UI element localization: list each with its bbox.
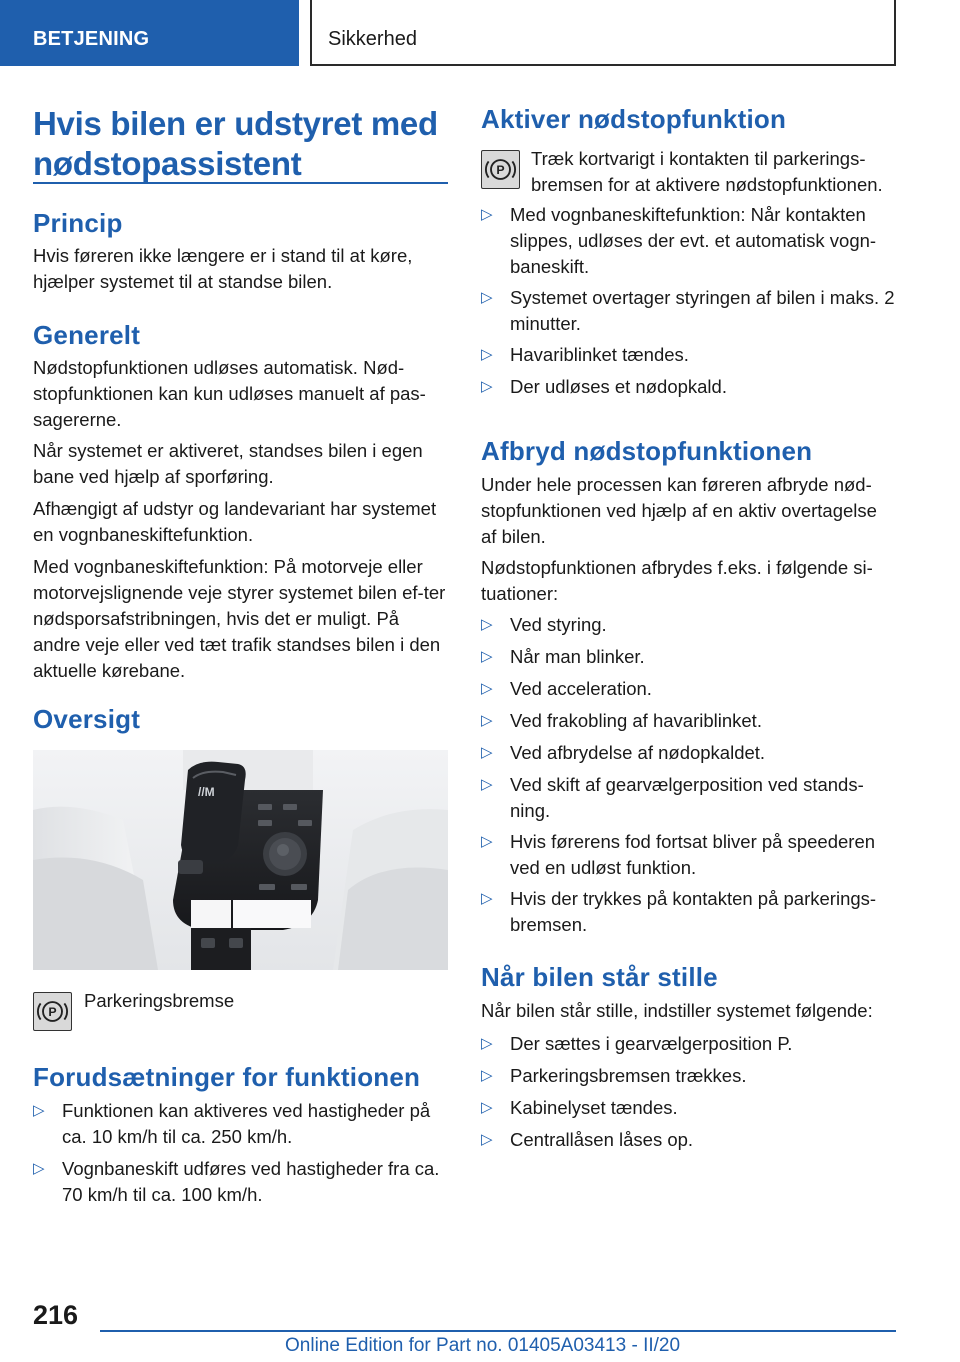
list-item — [481, 612, 896, 638]
list-item-text: Centrallåsen låses op. — [510, 1129, 694, 1150]
bullet-triangle-icon: ▷ — [481, 346, 493, 363]
list-item — [481, 676, 896, 702]
list-item-text: Med vognbaneskiftefunktion: Når kontakten slippes, udløses der evt. et automatisk vogn-baneskift. — [510, 204, 877, 277]
princip-text: Hvis føreren ikke længere er i stand til at køre, hjælper systemet til at standse bilen. — [33, 245, 413, 292]
list-item — [481, 285, 896, 337]
afbryd-paragraph-2: Nødstopfunktionen afbrydes f.eks. i følgende si-tuationer: — [481, 557, 873, 604]
bullet-triangle-icon: ▷ — [481, 1067, 493, 1084]
bullet-triangle-icon: ▷ — [481, 1131, 493, 1148]
section-label: BETJENING — [33, 28, 150, 50]
list-item — [481, 829, 896, 881]
bullet-triangle-icon: ▷ — [33, 1102, 45, 1119]
page-number: 216 — [33, 1300, 79, 1330]
list-item — [481, 1031, 896, 1057]
bullet-triangle-icon: ▷ — [481, 680, 493, 697]
afbryd-paragraph-1: Under hele processen kan føreren afbryde nød-stopfunktionen ved hjælp af en aktiv overtagelse af bilen. — [481, 474, 877, 547]
bullet-triangle-icon: ▷ — [481, 616, 493, 633]
list-item-text: Ved frakobling af havariblinket. — [510, 710, 762, 731]
list-item-text: Der sættes i gearvælgerposition P. — [510, 1033, 793, 1054]
section-tab — [0, 0, 299, 66]
list-item — [33, 1156, 448, 1208]
heading-princip: Princip — [33, 208, 123, 238]
list-item-text: Hvis der trykkes på kontakten på parkerings-bremsen. — [510, 888, 877, 935]
list-item — [481, 740, 896, 766]
chapter-tab — [310, 0, 896, 66]
svg-text:P: P — [496, 163, 505, 178]
list-item-text: Systemet overtager styringen af bilen i maks. 2 minutter. — [510, 287, 895, 334]
chapter-label: Sikkerhed — [328, 28, 417, 50]
footer-divider — [100, 1330, 896, 1332]
bullet-triangle-icon: ▷ — [481, 1035, 493, 1052]
bullet-triangle-icon: ▷ — [481, 289, 493, 306]
list-item — [481, 342, 896, 368]
bullet-triangle-icon: ▷ — [481, 744, 493, 761]
list-item-text: Der udløses et nødopkald. — [510, 376, 727, 397]
list-item — [481, 374, 896, 400]
bullet-triangle-icon: ▷ — [481, 648, 493, 665]
stille-paragraph: Når bilen står stille, indstiller systemet følgende: — [481, 1000, 873, 1021]
page-title: Hvis bilen er udstyret med nødstopassistent — [33, 105, 438, 182]
list-item-text: Hvis førerens fod fortsat bliver på speederen ved en udløst funktion. — [510, 831, 876, 878]
list-item — [481, 708, 896, 734]
generelt-paragraph-1: Nødstopfunktionen udløses automatisk. Nød-stopfunktionen kan kun udløses manuelt af pas-sagererne. — [33, 357, 426, 430]
list-item — [481, 644, 896, 670]
generelt-paragraph-4: Med vognbaneskiftefunktion: På motorveje eller motorvejslignende veje styrer systemet bilen ef-ter nødsporsafstribningen, hvis det er muligt. På andre veje eller ved tæt trafik standses bilen i den aktuelle kørebane. — [33, 556, 446, 681]
heading-oversigt: Oversigt — [33, 704, 141, 734]
bullet-triangle-icon: ▷ — [481, 776, 493, 793]
list-item — [481, 202, 896, 280]
aktiver-instruction: Træk kortvarigt i kontakten til parkerings-bremsen for at aktivere nødstopfunktionen. — [531, 148, 883, 195]
list-item-text: Ved skift af gearvælgerposition ved stands-ning. — [510, 774, 864, 821]
list-item-text: Ved styring. — [510, 614, 607, 635]
list-item — [481, 1095, 896, 1121]
bullet-triangle-icon: ▷ — [481, 833, 493, 850]
title-divider — [33, 182, 448, 184]
heading-generelt: Generelt — [33, 320, 141, 350]
bullet-triangle-icon: ▷ — [481, 206, 493, 223]
heading-forudsaetninger: Forudsætninger for funktionen — [33, 1062, 421, 1092]
heading-stille: Når bilen står stille — [481, 962, 718, 992]
bullet-triangle-icon: ▷ — [481, 712, 493, 729]
svg-text://M: //M — [198, 785, 215, 799]
heading-aktiver: Aktiver nødstopfunktion — [481, 104, 787, 134]
parking-brake-icon — [481, 150, 520, 189]
list-item — [481, 772, 896, 824]
list-item-text: Parkeringsbremsen trækkes. — [510, 1065, 747, 1086]
list-item — [481, 1127, 896, 1153]
generelt-paragraph-2: Når systemet er aktiveret, standses bilen i egen bane ved hjælp af sporføring. — [33, 440, 423, 487]
parking-brake-icon — [33, 992, 72, 1031]
list-item-text: Havariblinket tændes. — [510, 344, 689, 365]
list-item-text: Når man blinker. — [510, 646, 645, 667]
heading-afbryd: Afbryd nødstopfunktionen — [481, 436, 813, 466]
list-item — [481, 1063, 896, 1089]
bullet-triangle-icon: ▷ — [33, 1160, 45, 1177]
bullet-triangle-icon: ▷ — [481, 1099, 493, 1116]
list-item-text: Funktionen kan aktiveres ved hastigheder på ca. 10 km/h til ca. 250 km/h. — [62, 1100, 431, 1147]
list-item — [481, 886, 896, 938]
list-item-text: Ved acceleration. — [510, 678, 652, 699]
list-item-text: Kabinelyset tændes. — [510, 1097, 678, 1118]
generelt-paragraph-3: Afhængigt af udstyr og landevariant har systemet en vognbaneskiftefunktion. — [33, 498, 437, 545]
bullet-triangle-icon: ▷ — [481, 378, 493, 395]
center-console-photo — [33, 750, 448, 970]
list-item-text: Ved afbrydelse af nødopkaldet. — [510, 742, 766, 763]
parking-brake-caption: Parkeringsbremse — [84, 990, 235, 1011]
footer-edition[interactable]: Online Edition for Part no. 01405A03413 - II/20 — [285, 1335, 681, 1356]
list-item — [33, 1098, 448, 1150]
list-item-text: Vognbaneskift udføres ved hastigheder fra ca. 70 km/h til ca. 100 km/h. — [62, 1158, 440, 1205]
bullet-triangle-icon: ▷ — [481, 890, 493, 907]
svg-text:P: P — [48, 1005, 57, 1020]
